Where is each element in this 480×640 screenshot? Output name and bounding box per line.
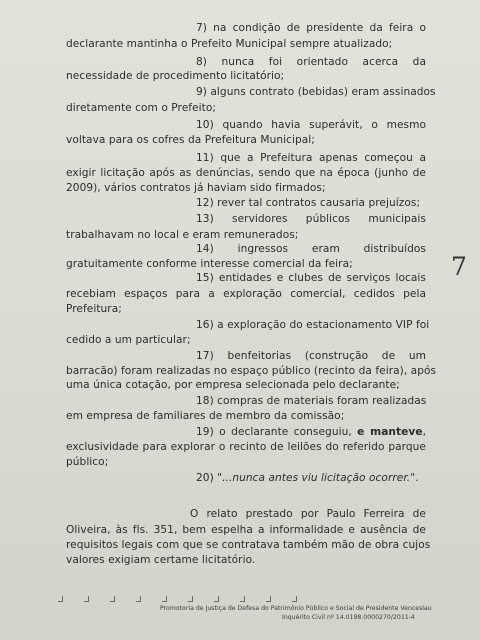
page-number: 7 xyxy=(451,252,467,281)
item-18-line-2: em empresa de familiares de membro da comissão; xyxy=(66,410,345,422)
closing-line-1: O relato prestado por Paulo Ferreira de xyxy=(190,508,426,520)
item-20-quote: ...nunca antes viu licitação ocorrer. xyxy=(222,472,411,484)
footer-office: Promotoria de Justiça de Defesa do Patrimônio Público e Social de Presidente Venceslau xyxy=(160,605,432,612)
tick-mark xyxy=(292,596,297,602)
closing-line-2: Oliveira, às fls. 351, bem espelha a informalidade e ausência de xyxy=(66,524,426,536)
item-8-line-1: 8) nunca foi orientado acerca da xyxy=(196,56,426,68)
item-17-line-3: uma única cotação, por empresa selecionada pelo declarante; xyxy=(66,379,400,391)
item-7-line-1: 7) na condição de presidente da feira o xyxy=(196,22,426,34)
tick-mark xyxy=(84,596,89,602)
item-11-line-2: exigir licitação após as denúncias, sendo que na época (junho de xyxy=(66,167,426,179)
item-16-line-2: cedido a um particular; xyxy=(66,334,191,346)
tick-mark xyxy=(136,596,141,602)
item-18-line-1: 18) compras de materiais foram realizadas xyxy=(196,395,427,407)
item-8-line-2: necessidade de procedimento licitatório; xyxy=(66,70,285,82)
item-19-line-2: exclusividade para explorar o recinto de leilões do referido parque xyxy=(66,441,426,453)
item-20-line-1 xyxy=(196,472,419,485)
closing-line-3: requisitos legais com que se contratava também mão de obra cujos xyxy=(66,539,431,551)
tick-mark xyxy=(188,596,193,602)
item-9-line-1: 9) alguns contrato (bebidas) eram assinados xyxy=(196,86,436,98)
item-10-line-2: voltava para os cofres da Prefeitura Municipal; xyxy=(66,134,315,146)
tick-mark xyxy=(110,596,115,602)
item-19-line-3: público; xyxy=(66,456,109,468)
item-7-line-2: declarante mantinha o Prefeito Municipal sempre atualizado; xyxy=(66,38,393,50)
item-20-text-c: ". xyxy=(410,472,419,484)
item-19-line-1 xyxy=(196,426,426,439)
item-14-line-2: gratuitamente conforme interesse comercial da feira; xyxy=(66,258,353,270)
item-19-text-c: , xyxy=(422,426,426,438)
item-17-line-1: 17) benfeitorias (construção de um xyxy=(196,350,426,362)
tick-mark xyxy=(58,596,63,602)
item-14-line-1: 14) ingressos eram distribuídos xyxy=(196,243,426,255)
footer-tick-marks xyxy=(58,596,358,604)
item-15-line-1: 15) entidades e clubes de serviços locais xyxy=(196,272,426,284)
closing-line-4: valores exigiam certame licitatório. xyxy=(66,554,256,566)
item-15-line-3: Prefeitura; xyxy=(66,303,122,315)
item-13-line-2: trabalhavam no local e eram remunerados; xyxy=(66,229,299,241)
footer-case-number: Inquérito Civil nº 14.0198.0000270/2011-4 xyxy=(282,614,415,621)
item-16-line-1: 16) a exploração do estacionamento VIP foi xyxy=(196,319,430,331)
item-9-line-2: diretamente com o Prefeito; xyxy=(66,102,216,114)
item-12-line-1: 12) rever tal contratos causaria prejuízos; xyxy=(196,197,421,209)
item-11-line-1: 11) que a Prefeitura apenas começou a xyxy=(196,152,426,164)
tick-mark xyxy=(266,596,271,602)
item-17-line-2: barracão) foram realizadas no espaço público (recinto da feira), após xyxy=(66,365,437,377)
tick-mark xyxy=(214,596,219,602)
item-19-emphasis: e manteve xyxy=(357,426,423,438)
item-15-line-2: recebiam espaços para a exploração comercial, cedidos pela xyxy=(66,288,426,300)
tick-mark xyxy=(240,596,245,602)
item-13-line-1: 13) servidores públicos municipais xyxy=(196,213,426,225)
tick-mark xyxy=(162,596,167,602)
item-20-text-a: 20) " xyxy=(196,472,223,484)
item-19-text-a: 19) o declarante conseguiu, xyxy=(196,426,358,438)
item-10-line-1: 10) quando havia superávit, o mesmo xyxy=(196,119,426,131)
item-11-line-3: 2009), vários contratos já haviam sido firmados; xyxy=(66,182,326,194)
